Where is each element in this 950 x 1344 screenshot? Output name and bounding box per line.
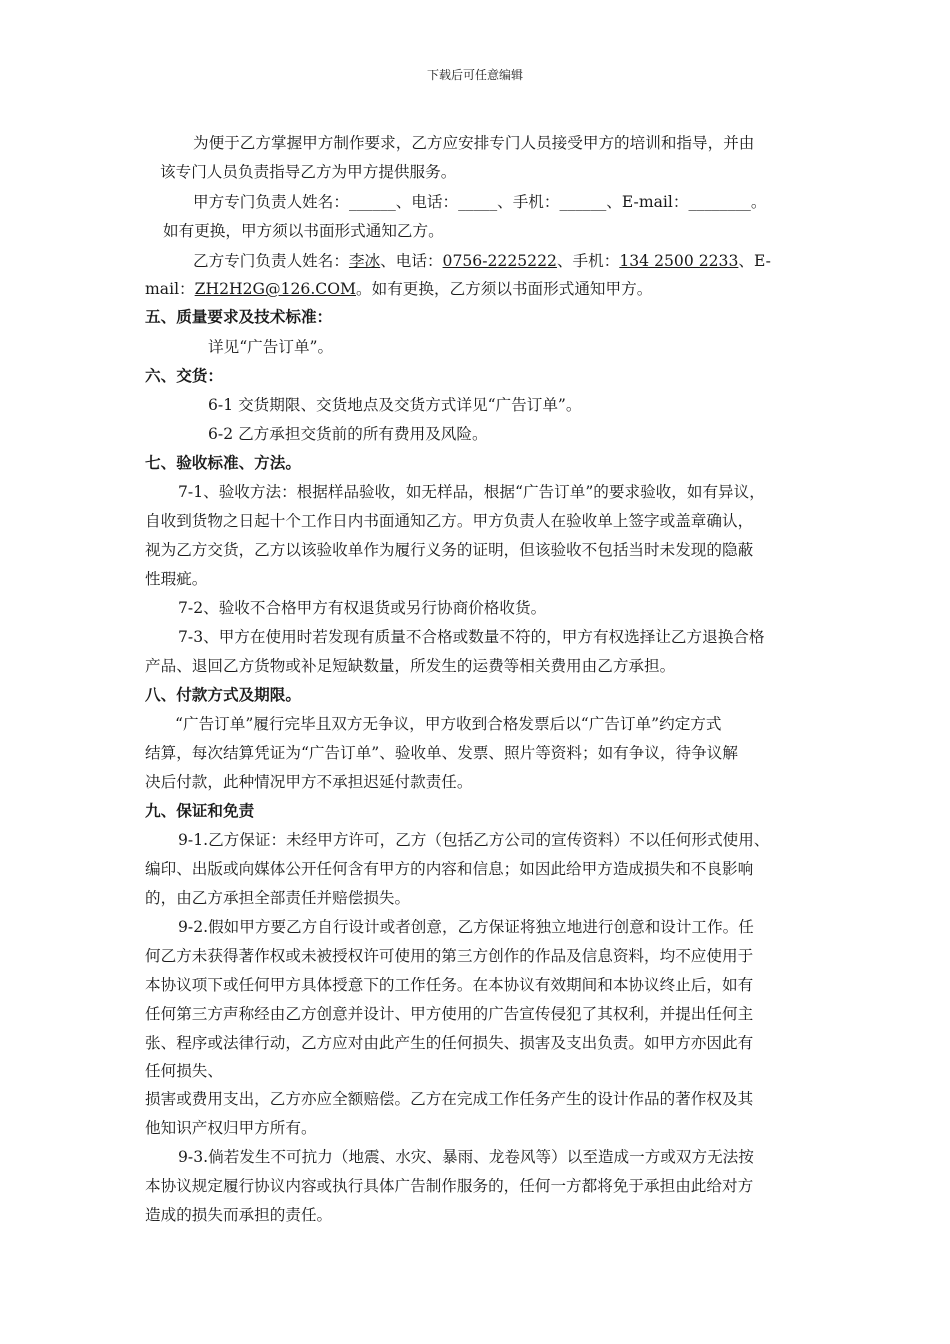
party-a-phone-blank: _____ bbox=[458, 193, 498, 211]
section-9-2-line: 任何第三方声称经由乙方创意并设计、甲方使用的广告宣传侵犯了其权利，并提出任何主 bbox=[145, 1005, 754, 1023]
email-label: 、E-mail： bbox=[606, 193, 689, 211]
mobile-label: 、手机： bbox=[556, 252, 620, 270]
contact-line-2: 该专门人员负责指导乙方为甲方提供服务。 bbox=[160, 163, 457, 181]
section-7-3-line: 7-3、甲方在使用时若发现有质量不合格或数量不符的，甲方有权选择让乙方退换合格 bbox=[178, 628, 765, 646]
section-7-3-line: 产品、退回乙方货物或补足短缺数量，所发生的运费等相关费用由乙方承担。 bbox=[145, 657, 676, 675]
section-8-line: 决后付款，此种情况甲方不承担迟延付款责任。 bbox=[145, 773, 473, 791]
section-7-1-line: 性瑕疵。 bbox=[145, 570, 208, 588]
section-9-2-line: 何乙方未获得著作权或未被授权许可使用的第三方创作的作品及信息资料，均不应使用于 bbox=[145, 947, 754, 965]
section-7-heading: 七、验收标准、方法。 bbox=[145, 453, 301, 472]
section-6-item-2: 6-2 乙方承担交货前的所有费用及风险。 bbox=[208, 425, 488, 443]
section-8-line: “广告订单”履行完毕且双方无争议，甲方收到合格发票后以“广告订单”约定方式 bbox=[175, 715, 722, 733]
section-7-1-line: 7-1、验收方法：根据样品验收，如无样品，根据“广告订单”的要求验收，如有异议， bbox=[178, 483, 765, 501]
mobile-label: 、手机： bbox=[497, 193, 560, 211]
section-7-2-line: 7-2、验收不合格甲方有权退货或另行协商价格收货。 bbox=[178, 599, 547, 617]
contact-line-1: 为便于乙方掌握甲方制作要求，乙方应安排专门人员接受甲方的培训和指导，并由 bbox=[193, 134, 755, 152]
section-7-1-line: 自收到货物之日起十个工作日内书面通知乙方。甲方负责人在验收单上签字或盖章确认， bbox=[145, 512, 754, 530]
party-a-name-blank: ______ bbox=[348, 193, 396, 211]
section-9-2-line: 损害或费用支出，乙方亦应全额赔偿。乙方在完成工作任务产生的设计作品的著作权及其 bbox=[145, 1090, 754, 1108]
section-9-2-line: 本协议项下或任何甲方具体授意下的工作任务。在本协议有效期间和本协议终止后，如有 bbox=[145, 976, 754, 994]
section-5-text: 详见“广告订单”。 bbox=[208, 338, 334, 356]
page-header: 下载后可任意编辑 bbox=[426, 68, 523, 82]
section-9-3-line: 造成的损失而承担的责任。 bbox=[145, 1206, 333, 1224]
section-5-heading: 五、质量要求及技术标准： bbox=[145, 307, 333, 326]
party-a-mobile-blank: ______ bbox=[559, 193, 607, 211]
party-b-email: ZH2H2G@126.COM bbox=[194, 280, 356, 298]
party-b-email-line bbox=[145, 277, 652, 299]
section-9-1-line: 编印、出版或向媒体公开任何含有甲方的内容和信息；如因此给甲方造成损失和不良影响 bbox=[145, 860, 754, 878]
section-6-heading: 六、交货： bbox=[145, 366, 223, 385]
section-9-2-line: 张、程序或法律行动，乙方应对由此产生的任何损失、损害及支出负责。如甲方亦因此有 bbox=[145, 1034, 754, 1052]
section-9-2-line: 9-2.假如甲方要乙方自行设计或者创意，乙方保证将独立地进行创意和设计工作。任 bbox=[178, 918, 754, 936]
party-a-name-label: 甲方专门负责人姓名： bbox=[193, 193, 349, 211]
period: 。 bbox=[750, 193, 767, 211]
email-label-short: 、E- bbox=[738, 252, 771, 270]
email-prefix: mail： bbox=[145, 280, 195, 298]
party-a-change-note: 如有更换，甲方须以书面形式通知乙方。 bbox=[163, 222, 444, 240]
section-8-heading: 八、付款方式及期限。 bbox=[145, 685, 301, 704]
party-b-name-label: 乙方专门负责人姓名： bbox=[193, 252, 349, 270]
section-9-3-line: 9-3.倘若发生不可抗力（地震、水灾、暴雨、龙卷风等）以至造成一方或双方无法按 bbox=[178, 1148, 754, 1166]
section-9-1-line: 的，由乙方承担全部责任并赔偿损失。 bbox=[145, 889, 411, 907]
section-9-1-line: 9-1.乙方保证：未经甲方许可，乙方（包括乙方公司的宣传资料）不以任何形式使用、 bbox=[178, 831, 770, 849]
phone-label: 、电话： bbox=[380, 252, 443, 270]
party-a-email-blank: ________ bbox=[688, 193, 751, 211]
section-7-1-line: 视为乙方交货，乙方以该验收单作为履行义务的证明，但该验收不包括当时未发现的隐蔽 bbox=[145, 541, 754, 559]
party-b-name: 李冰 bbox=[348, 252, 381, 270]
section-9-2-line: 任何损失、 bbox=[145, 1062, 223, 1080]
party-b-change-note: 。如有更换，乙方须以书面形式通知甲方。 bbox=[356, 280, 653, 298]
section-8-line: 结算，每次结算凭证为“广告订单”、验收单、发票、照片等资料；如有争议，待争议解 bbox=[145, 744, 738, 762]
party-b-phone: 0756-2225222 bbox=[442, 252, 557, 270]
phone-label: 、电话： bbox=[395, 193, 459, 211]
party-b-mobile: 134 2500 2233 bbox=[619, 252, 739, 270]
section-6-item-1: 6-1 交货期限、交货地点及交货方式详见“广告订单”。 bbox=[208, 396, 582, 414]
section-9-heading: 九、保证和免责 bbox=[145, 801, 255, 820]
section-9-2-line: 他知识产权归甲方所有。 bbox=[145, 1119, 317, 1137]
party-a-contact-line bbox=[193, 190, 766, 212]
party-b-contact-line bbox=[193, 249, 771, 271]
section-9-3-line: 本协议规定履行协议内容或执行具体广告制作服务的，任何一方都将免于承担由此给对方 bbox=[145, 1177, 754, 1195]
